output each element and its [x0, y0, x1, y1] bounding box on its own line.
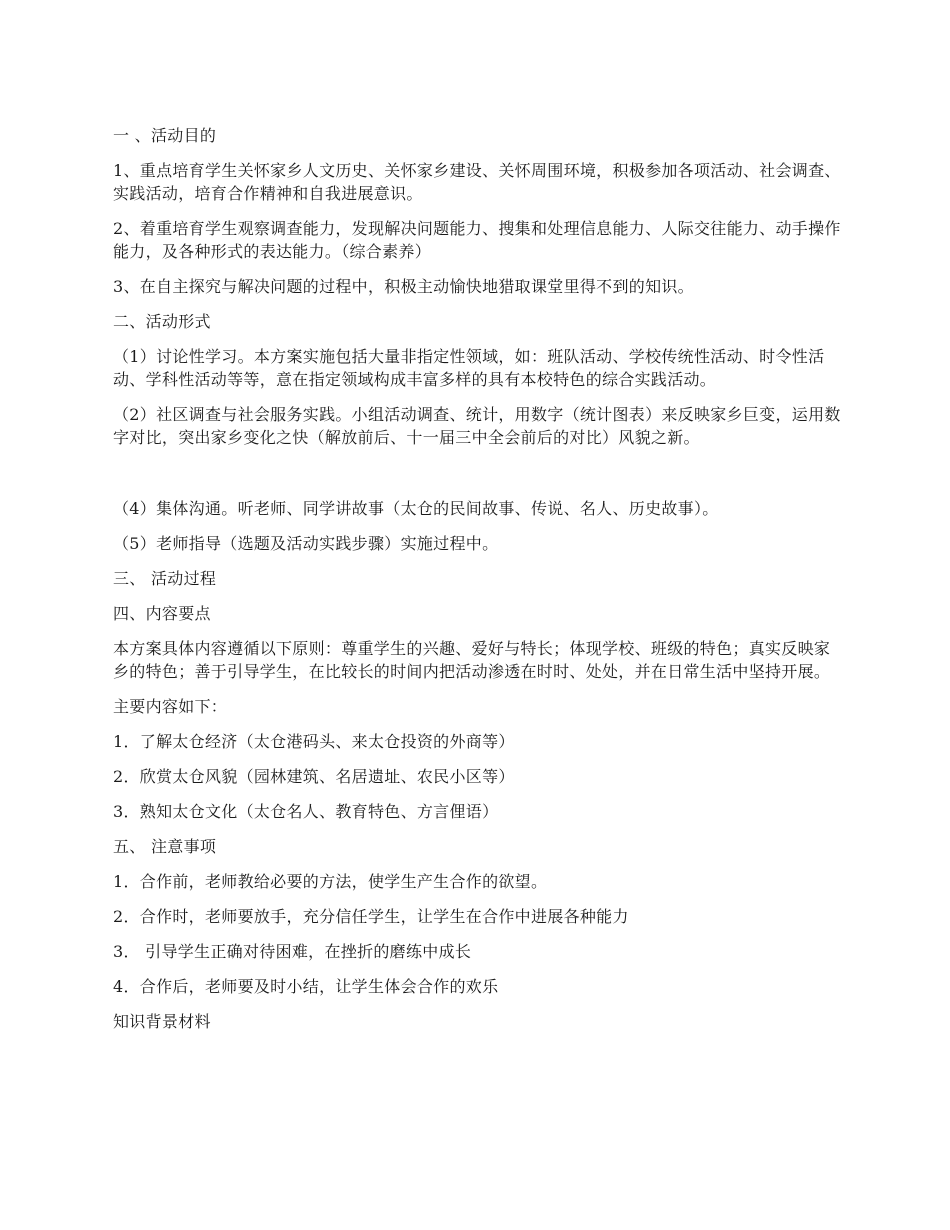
note-item-2: 2．合作时，老师要放手，充分信任学生，让学生在合作中进展各种能力 — [113, 907, 629, 926]
document-page — [113, 124, 843, 1045]
content-item-1: 1．了解太仓经济（太仓港码头、来太仓投资的外商等） — [113, 732, 515, 751]
section-heading-content-points: 四、内容要点 — [113, 604, 211, 623]
section-heading-background-material: 知识背景材料 — [113, 1012, 211, 1031]
section-heading-notes: 五、 注意事项 — [113, 837, 217, 856]
note-item-1: 1．合作前，老师教给必要的方法，使学生产生合作的欲望。 — [113, 872, 548, 891]
form-item-1: （1）讨论性学习。本方案实施包括大量非指定性领域，如：班队活动、学校传统性活动、时令性活动、学科性活动等等，意在指定领域构成丰富多样的具有本校特色的综合实践活动。 — [113, 347, 825, 389]
section-heading-activity-forms: 二、活动形式 — [113, 312, 211, 331]
content-intro-paragraph: 本方案具体内容遵循以下原则：尊重学生的兴趣、爱好与特长；体现学校、班级的特色；真实反映家乡的特色；善于引导学生，在比较长的时间内把活动渗透在时时、处处，并在日常生活中坚持开展。 — [113, 639, 831, 681]
form-item-5: （5）老师指导（选题及活动实践步骤）实施过程中。 — [113, 534, 499, 553]
content-item-3: 3．熟知太仓文化（太仓名人、教育特色、方言俚语） — [113, 802, 499, 821]
note-item-4: 4．合作后，老师要及时小结，让学生体会合作的欢乐 — [113, 977, 499, 996]
form-item-4: （4）集体沟通。听老师、同学讲故事（太仓的民间故事、传说、名人、历史故事）。 — [113, 499, 719, 518]
note-item-3: 3． 引导学生正确对待困难，在挫折的磨练中成长 — [113, 942, 472, 961]
blank-space — [113, 461, 843, 497]
content-lead: 主要内容如下： — [113, 697, 228, 716]
section-heading-activity-process: 三、 活动过程 — [113, 569, 217, 588]
form-item-2: （2）社区调查与社会服务实践。小组活动调查、统计，用数字（统计图表）来反映家乡巨变，运用数字对比，突出家乡变化之快（解放前后、十一届三中全会前后的对比）风貌之新。 — [113, 405, 841, 447]
content-item-2: 2．欣赏太仓风貌（园林建筑、名居遗址、农民小区等） — [113, 767, 515, 786]
goal-item-3: 3、在自主探究与解决问题的过程中，积极主动愉快地猎取课堂里得不到的知识。 — [113, 277, 694, 296]
goal-item-1: 1、重点培育学生关怀家乡人文历史、关怀家乡建设、关怀周围环境，积极参加各项活动、社会调查、实践活动，培育合作精神和自我进展意识。 — [113, 161, 841, 203]
goal-item-2: 2、着重培育学生观察调查能力，发现解决问题能力、搜集和处理信息能力、人际交往能力、动手操作能力，及各种形式的表达能力。（综合素养） — [113, 219, 841, 261]
section-heading-activity-goals: 一 、活动目的 — [113, 126, 217, 145]
